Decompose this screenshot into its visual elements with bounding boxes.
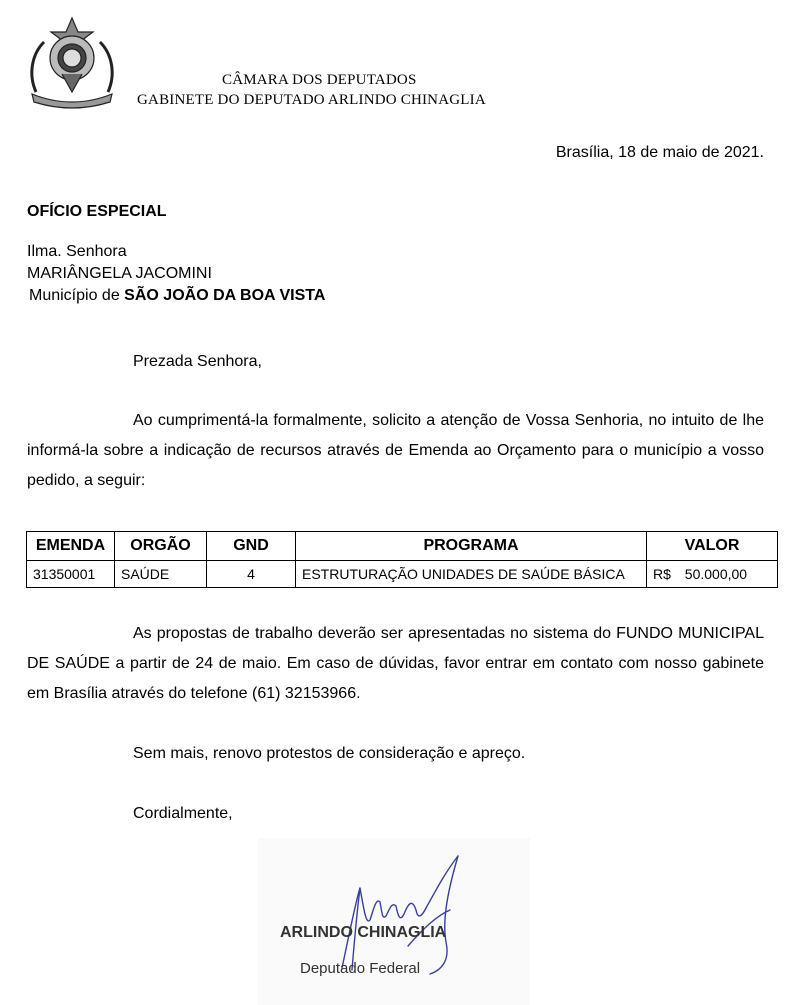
- recipient-title: Ilma. Senhora: [27, 243, 127, 260]
- recipient-municipality: [29, 287, 325, 305]
- emendas-table: [26, 531, 778, 588]
- header-chamber: CÂMARA DOS DEPUTADOS: [222, 72, 417, 88]
- document-type: OFÍCIO ESPECIAL: [27, 203, 167, 220]
- closing-line: Sem mais, renovo protestos de consideração e apreço.: [133, 745, 526, 762]
- signatory-name: ARLINDO CHINAGLIA: [280, 924, 447, 941]
- col-orgao: ORGÃO: [115, 532, 207, 561]
- col-gnd: GND: [207, 532, 296, 561]
- col-programa: PROGRAMA: [296, 532, 647, 561]
- municipality-prefix: Município de: [29, 287, 120, 304]
- valor-amount: 50.000,00: [684, 566, 748, 582]
- valor-currency: R$: [653, 566, 671, 582]
- table-row: [27, 561, 778, 588]
- cell-orgao: SAÚDE: [115, 561, 207, 588]
- cell-emenda: 31350001: [27, 561, 115, 588]
- cell-valor: [647, 561, 778, 588]
- signatory-role: Deputado Federal: [300, 960, 421, 977]
- recipient-name: MARIÂNGELA JACOMINI: [27, 265, 212, 282]
- header-office: GABINETE DO DEPUTADO ARLINDO CHINAGLIA: [137, 92, 486, 108]
- paragraph-intro: Ao cumprimentá-la formalmente, solicito a atenção de Vossa Senhoria, no intuito de lhe informá-la sobre a indicação de recursos através de Emenda ao Orçamento para o município a vosso pedido, a seguir:: [27, 412, 764, 489]
- col-valor: VALOR: [647, 532, 778, 561]
- coat-of-arms-emblem: [22, 14, 122, 114]
- paragraph-proposals: As propostas de trabalho deverão ser apresentadas no sistema do FUNDO MUNICIPAL DE SAÚDE a partir de 24 de maio. Em caso de dúvidas, favor entrar em contato com nosso gabinete em Brasília através do telefone (61) 32153966.: [27, 625, 764, 702]
- greeting: Prezada Senhora,: [133, 353, 262, 370]
- col-emenda: EMENDA: [27, 532, 115, 561]
- table-header-row: [27, 532, 778, 561]
- date-line: Brasília, 18 de maio de 2021.: [555, 144, 764, 161]
- regards-line: Cordialmente,: [133, 805, 233, 822]
- cell-gnd: 4: [207, 561, 296, 588]
- municipality-name: SÃO JOÃO DA BOA VISTA: [124, 287, 326, 304]
- cell-programa: ESTRUTURAÇÃO UNIDADES DE SAÚDE BÁSICA: [296, 561, 647, 588]
